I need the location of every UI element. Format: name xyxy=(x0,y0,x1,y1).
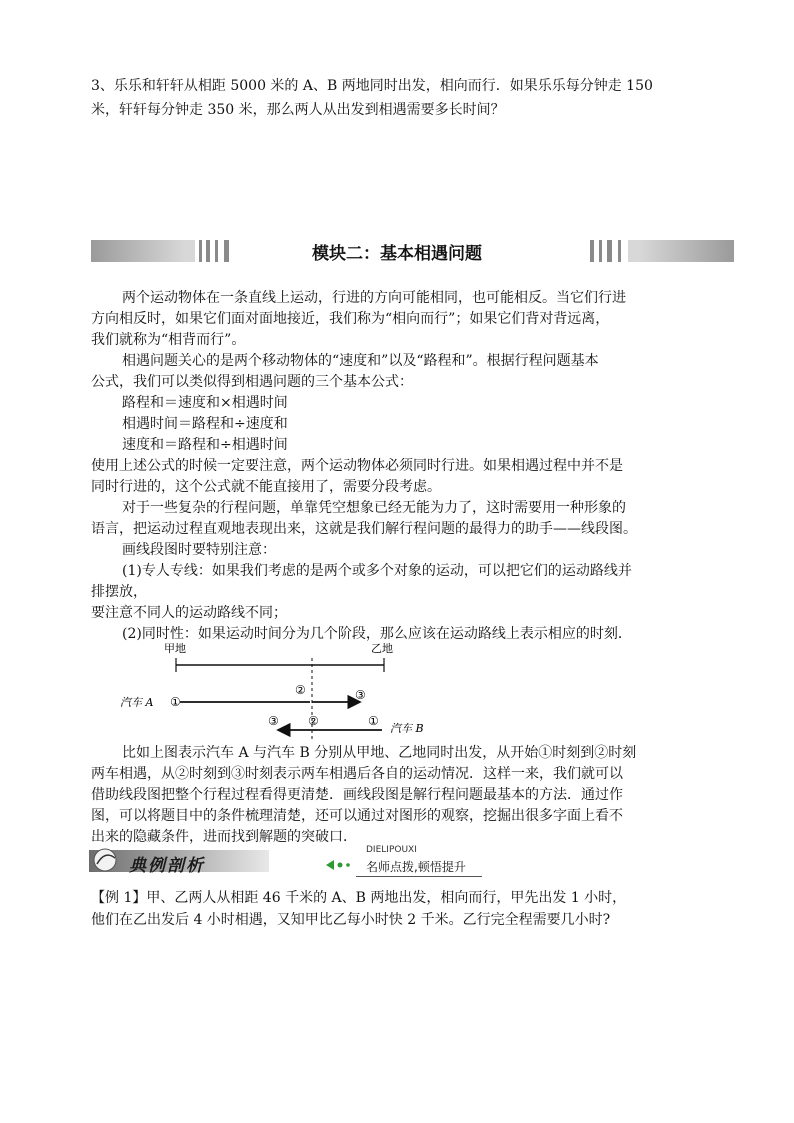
label-jia-di: 甲地 xyxy=(164,642,186,655)
para-8-line-3: 借助线段图把整个行程过程看得更清楚．画线段图是解行程问题最基本的方法．通过作 xyxy=(91,787,623,803)
example-1-line-1: 【例 1】甲、乙两人从相距 46 千米的 A、B 两地出发，相向而行，甲先出发 1 小时， xyxy=(91,890,627,906)
label-yi-di: 乙地 xyxy=(371,642,393,655)
banner-title: 典例剖析 xyxy=(129,856,205,876)
banner-pinyin: DIELIPOUXI xyxy=(366,845,417,855)
formula-1: 路程和＝速度和×相遇时间 xyxy=(122,395,288,411)
para-3-line-1: 使用上述公式的时候一定要注意，两个运动物体必须同时行进。如果相遇过程中并不是 xyxy=(91,458,623,474)
para-2-line-1: 相遇问题关心的是两个移动物体的“速度和”以及“路程和”。根据行程问题基本 xyxy=(122,353,599,369)
example-banner xyxy=(89,846,269,876)
para-6-line-2: 排摆放， xyxy=(91,584,147,600)
example-1-line-2: 他们在乙出发后 4 小时相遇，又知甲比乙每小时快 2 千米。乙行完全程需要几小时? xyxy=(91,912,611,928)
para-7: (2)同时性：如果运动时间分为几个阶段，那么应该在运动路线上表示相应的时刻． xyxy=(122,626,632,642)
para-4-line-2: 语言，把运动过程直观地表现出来，这就是我们解行程问题的最得力的助手——线段图。 xyxy=(91,521,637,537)
para-1-line-1: 两个运动物体在一条直线上运动，行进的方向可能相同，也可能相反。当它们行进 xyxy=(122,290,626,306)
para-8-line-1: 比如上图表示汽车 A 与汽车 B 分别从甲地、乙地同时出发，从开始①时刻到②时刻 xyxy=(122,745,637,761)
para-4-line-1: 对于一些复杂的行程问题，单靠凭空想象已经无能为力了，这时需要用一种形象的 xyxy=(122,500,626,516)
formula-3: 速度和＝路程和÷相遇时间 xyxy=(122,437,288,453)
heading-ticks-right xyxy=(590,240,626,262)
heading-bar-right xyxy=(628,240,734,262)
para-5: 画线段图时要特别注意： xyxy=(122,542,276,558)
para-8-line-4: 图，可以将题目中的条件梳理清楚，还可以通过对图形的观察，挖掘出很多字面上看不 xyxy=(91,808,623,824)
para-2-line-2: 公式，我们可以类似得到相遇问题的三个基本公式： xyxy=(91,374,413,390)
para-1-line-2: 方向相反时，如果它们面对面地接近，我们称为“相向而行”；如果它们背对背远离， xyxy=(91,311,610,327)
module-title: 模块二：基本相遇问题 xyxy=(312,244,482,264)
problem-3-line-2: 米，轩轩每分钟走 350 米，那么两人从出发到相遇需要多长时间？ xyxy=(91,102,505,118)
para-6-line-3: 要注意不同人的运动路线不同； xyxy=(91,605,287,621)
para-8-line-2: 两车相遇，从②时刻到③时刻表示两车相遇后各自的运动情况．这样一来，我们就可以 xyxy=(91,766,623,782)
formula-2: 相遇时间＝路程和÷速度和 xyxy=(122,416,288,432)
arrow-left-icon xyxy=(324,858,354,872)
banner-subtitle-box xyxy=(322,854,486,878)
label-car-a: 汽车 A xyxy=(120,696,154,709)
problem-3-line-1: 3、乐乐和轩轩从相距 5000 米的 A、B 两地同时出发，相向而行．如果乐乐每分钟走 150 xyxy=(91,78,653,94)
car-b-mark-3: ③ xyxy=(268,714,279,728)
para-1-line-3: 我们就称为“相背而行”。 xyxy=(91,332,246,348)
car-b-mark-1: ① xyxy=(368,714,379,728)
car-a-mark-2: ② xyxy=(295,683,306,697)
para-8-line-5: 出来的隐藏条件，进而找到解题的突破口． xyxy=(91,829,357,845)
car-a-mark-1: ① xyxy=(170,695,181,709)
banner-subtitle: 名师点拨,顿悟提升 xyxy=(366,860,466,874)
para-3-line-2: 同时行进的，这个公式就不能直接用了，需要分段考虑。 xyxy=(91,479,441,495)
line-segment-diagram xyxy=(118,638,438,742)
para-6-line-1: (1)专人专线：如果我们考虑的是两个或多个对象的运动，可以把它们的运动路线并 xyxy=(122,563,632,579)
car-a-mark-3: ③ xyxy=(355,688,366,702)
car-b-mark-2: ② xyxy=(308,714,319,728)
label-car-b: 汽车 B xyxy=(390,722,424,735)
